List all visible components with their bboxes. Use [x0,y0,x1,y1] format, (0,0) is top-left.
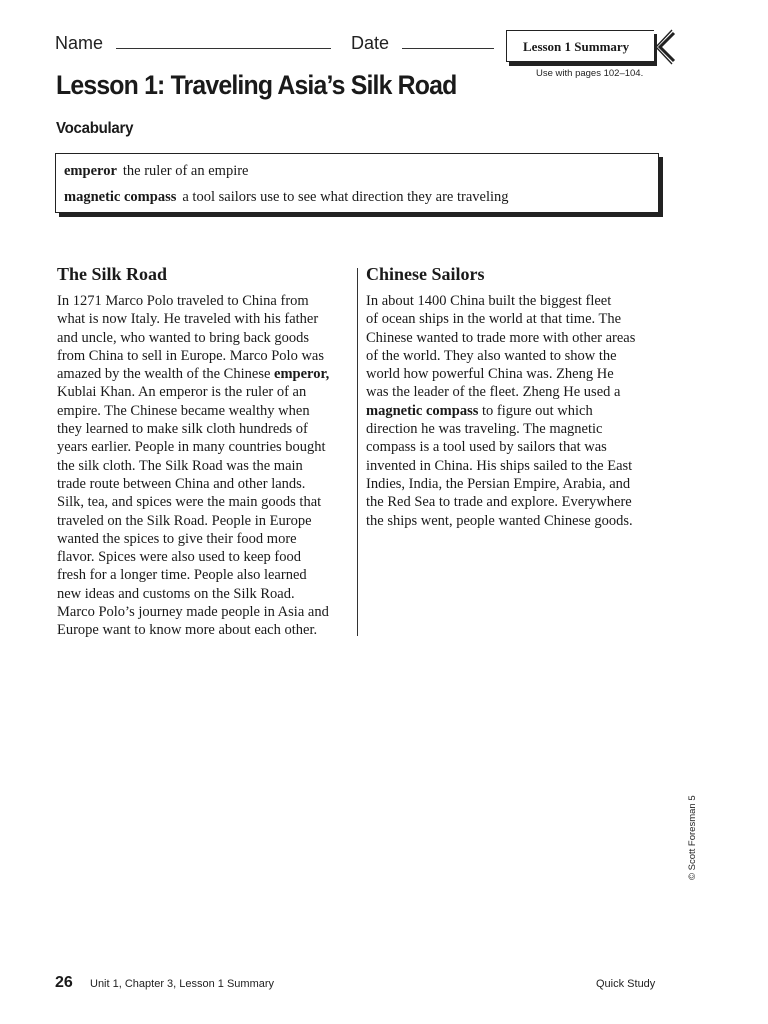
paragraph-line [366,420,660,438]
paragraph-line [57,457,351,475]
vocabulary-item [64,158,650,184]
tag-chevron-icon [650,27,676,67]
paragraph-line [57,512,351,530]
vocabulary-heading: Vocabulary [56,120,134,137]
paragraph-line [57,566,351,584]
paragraph-line [57,585,351,603]
line-text: new ideas and customs on the Silk Road. [57,585,295,602]
vocabulary-term: magnetic compass [64,189,177,205]
line-text: from China to sell in Europe. Marco Polo was [57,347,324,364]
paragraph-line [57,438,351,456]
column-divider [357,268,358,636]
section-chinese-sailors [366,262,660,530]
page-title: Lesson 1: Traveling Asia’s Silk Road [56,70,457,100]
line-text: Marco Polo’s journey made people in Asia and [57,604,329,621]
name-label: Name [55,33,104,53]
footer-lesson-info: Unit 1, Chapter 3, Lesson 1 Summary [90,978,275,990]
paragraph-line [366,493,660,511]
line-text: Indies, India, the Persian Empire, Arabia, and [366,475,631,492]
section-silk-road [57,262,351,640]
paragraph-line [57,548,351,566]
vocabulary-definition: the ruler of an empire [122,163,249,179]
line-text: empire. The Chinese became wealthy when [57,402,310,419]
line-text: the ships went, people wanted Chinese goods. [366,512,633,529]
vocabulary-box [55,153,659,213]
line-text: the Red Sea to trade and explore. Everywhere [366,494,632,511]
paragraph-line [366,512,660,530]
line-text: to figure out which [478,402,593,419]
line-text: Silk, tea, and spices were the main goods that [57,494,322,511]
line-text: years earlier. People in many countries bought [57,439,326,456]
use-with-pages: Use with pages 102–104. [536,68,644,79]
line-text: was the leader of the fleet. Zheng He used a [366,384,621,401]
bold-term: emperor, [274,366,330,383]
paragraph-line [57,475,351,493]
paragraph-line [366,310,660,328]
paragraph-line [57,603,351,621]
section-heading: The Silk Road [57,264,168,284]
paragraph-line [366,329,660,347]
line-text: amazed by the wealth of the Chinese [57,366,275,383]
paragraph-line [57,621,351,639]
vocabulary-item [64,184,650,210]
date-label: Date [351,33,390,53]
line-text: and uncle, who wanted to bring back goods [57,329,310,346]
paragraph-line [57,347,351,365]
paragraph-line [366,457,660,475]
paragraph-line [366,383,660,401]
line-text: flavor. Spices were also used to keep food [57,549,302,566]
line-text: In about 1400 China built the biggest fleet [366,293,612,309]
line-text: In 1271 Marco Polo traveled to China from [57,293,309,309]
paragraph-line [366,292,660,310]
paragraph-line [366,438,660,456]
line-text: Kublai Khan. An emperor is the ruler of an [57,384,307,401]
line-text: Europe want to know more about each other. [57,622,318,639]
paragraph-line [57,310,351,328]
paragraph-line [57,402,351,420]
lesson-tag [506,30,654,62]
paragraph-line [57,383,351,401]
line-text: what is now Italy. He traveled with his father [57,311,319,328]
line-text: direction he was traveling. The magnetic [366,421,603,438]
paragraph-line [366,365,660,383]
paragraph-line [57,292,351,310]
line-text: of the world. They also wanted to show the [366,347,617,364]
footer-quick-study: Quick Study [596,978,656,990]
paragraph-line [366,347,660,365]
line-text: they learned to make silk cloth hundreds of [57,421,308,438]
paragraph-line [57,365,351,383]
line-text: world how powerful China was. Zheng He [366,366,614,383]
line-text: traveled on the Silk Road. People in Europe [57,512,312,529]
name-line [116,48,331,49]
line-text: the silk cloth. The Silk Road was the main [57,457,303,474]
vocabulary-definition: a tool sailors use to see what direction they are traveling [182,189,509,205]
line-text: Chinese wanted to trade more with other areas [366,329,636,346]
section-body [57,292,351,640]
copyright-notice: © Scott Foresman 5 [687,795,698,880]
date-line [402,48,494,49]
line-text: compass is a tool used by sailors that was [366,439,607,456]
line-text: invented in China. His ships sailed to the East [366,457,633,474]
line-text: of ocean ships in the world at that time. The [366,311,622,328]
paragraph-line [57,329,351,347]
paragraph-line [366,475,660,493]
bold-term: magnetic compass [366,402,479,419]
section-heading: Chinese Sailors [366,264,485,284]
page-number: 26 [55,974,73,991]
paragraph-line [366,402,660,420]
paragraph-line [57,420,351,438]
vocabulary-term: emperor [64,163,117,179]
line-text: fresh for a longer time. People also learned [57,567,307,584]
paragraph-line [57,530,351,548]
section-body [366,292,660,530]
line-text: trade route between China and other lands. [57,475,306,492]
line-text: wanted the spices to give their food more [57,530,297,547]
lesson-tag-label: Lesson 1 Summary [523,39,630,54]
paragraph-line [57,493,351,511]
